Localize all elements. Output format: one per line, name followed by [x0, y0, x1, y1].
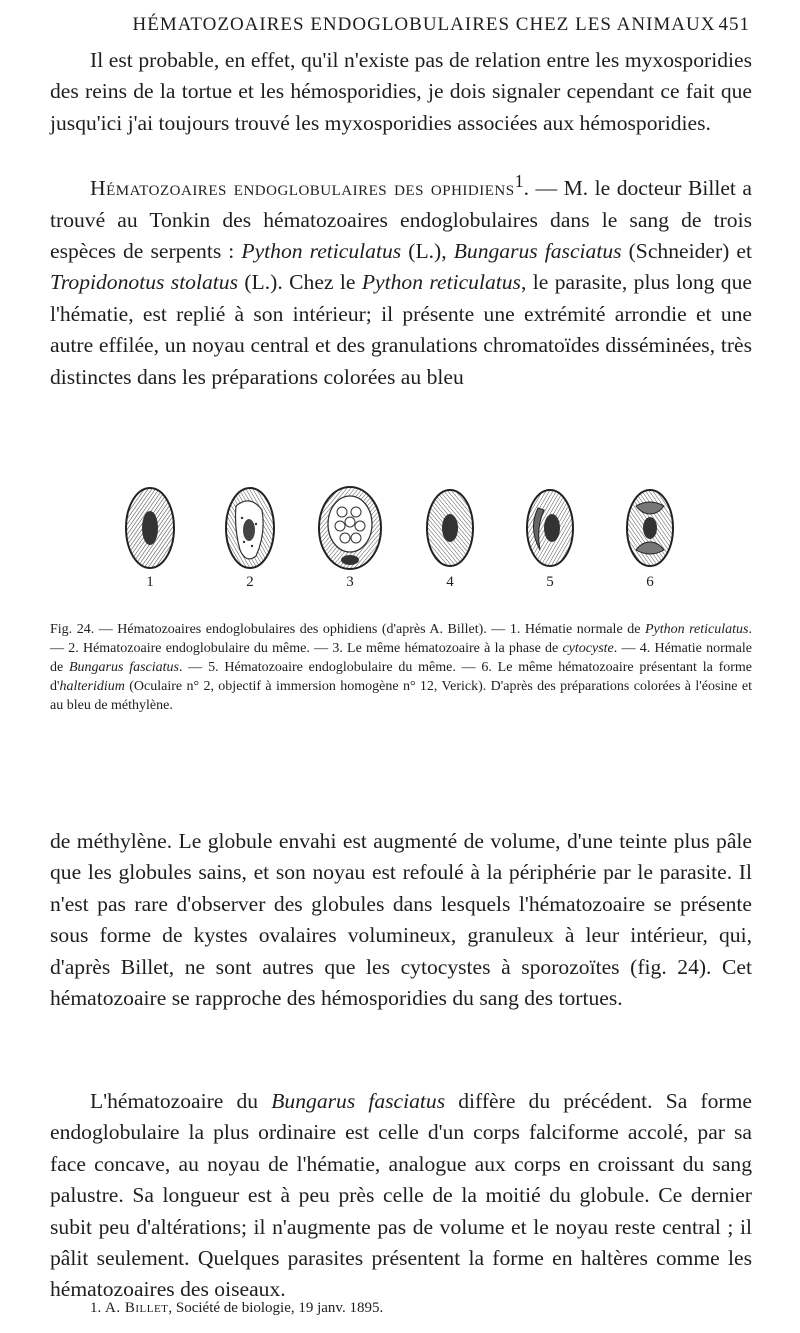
footnote-author: A. Billet [105, 1300, 169, 1316]
figure-cell-1 [100, 484, 200, 591]
species-name: Tropidonotus stolatus [50, 270, 238, 295]
figure-24 [100, 484, 700, 590]
figure-label: 6 [646, 574, 654, 590]
halteridium-form-illustration [622, 484, 678, 572]
caption-text: . — 2. Hématozoaire endoglobulaire du même. — 3. Le même hématozoaire à la phase de [50, 622, 752, 656]
caption-term: cytocyste [562, 641, 614, 656]
figure-caption [50, 620, 752, 715]
running-header [98, 14, 750, 36]
species-name: Bungarus fasciatus [271, 1089, 446, 1113]
paragraph-myxosporidies: Il est probable, en effet, qu'il n'existe pas de relation entre les myxosporidies des reins de la tortue et les hémosporidies, je dois signaler cependant ce fait que jusqu'ici j'ai toujours trouvé les myxosporidies associées aux hémosporidies. [50, 48, 752, 135]
caption-text: (Oculaire n° 2, objectif à immersion homogène n° 12, Verick). D'après des préparations colorées à l'éosine et au bleu de méthylène. [50, 679, 752, 713]
figure-label: 3 [346, 574, 354, 590]
species-name: Python reticulatus [644, 622, 749, 637]
normal-hematie-illustration [422, 484, 478, 572]
normal-hematie-illustration [122, 484, 178, 572]
species-name: Bungarus fasciatus [69, 660, 180, 675]
caption-term: halteridium [59, 679, 125, 694]
section-heading: Hématozoaires endoglobulaires des ophidiens [90, 176, 515, 201]
paragraph-text: (Schneider) et [621, 239, 752, 263]
paragraph-text: . — M. le docteur Billet a trouvé au Tonkin des hématozoaires endoglobulaires dans le sang de trois espèces de serpents : [50, 176, 752, 263]
figure-cell-5 [500, 484, 600, 591]
figure-cell-2 [200, 484, 300, 591]
parasitized-hematie-illustration [222, 484, 278, 572]
figure-label: 2 [246, 574, 254, 590]
paragraph-text: (L.), [401, 239, 454, 263]
figure-label: 5 [546, 574, 554, 590]
species-name: Bungarus fasciatus [453, 239, 622, 263]
page-number: 451 [718, 14, 750, 35]
footnote-number: 1. [90, 1300, 102, 1316]
cytocyste-illustration [315, 484, 385, 572]
caption-text: . — 4. Hématie normale de [50, 641, 752, 675]
caption-text: . — 5. Hématozoaire endoglobulaire du même. — 6. Le même hématozoaire présentant la forme d' [50, 660, 752, 694]
paragraph-ophidiens [50, 166, 752, 393]
figure-cell-4 [400, 484, 500, 591]
paragraph-text: , le parasite, plus long que l'hématie, est replié à son intérieur; il présente une extrémité arrondie et une autre effilée, un noyau central et des granulations chromatoïdes disséminées, très distinctes dans les préparations colorées au bleu [50, 270, 752, 389]
paragraph-text: diffère du précédent. Sa forme endoglobulaire la plus ordinaire est celle d'un corps falciforme accolé, par sa face concave, au noyau de l'hématie, analogue aux corps en croissant du sang palustre. Sa longueur est à peu près celle de la moitié du globule. Ce dernier subit peu d'altérations; il n'augmente pas de volume et le noyau reste central ; il pâlit seulement. Quelques parasites présentent la forme en haltères comme les hématozoaires des oiseaux. [50, 1089, 752, 1302]
figure-number: Fig. 24. [50, 622, 95, 637]
figure-cell-6 [600, 484, 700, 591]
paragraph-globule-envahi: de méthylène. Le globule envahi est augmenté de volume, d'une teinte plus pâle que les globules sains, et son noyau est refoulé à la périphérie par le parasite. Il n'est pas rare d'observer des globules dans lesquels l'hématozoaire se présente sous forme de kystes ovalaires volumineux, granuleux à leur intérieur, qui, d'après Billet, ne sont autres que les cytocystes à sporozoïtes (fig. 24). Cet hématozoaire se rapproche des hémosporidies du sang des tortues. [50, 829, 752, 1011]
falciform-parasite-illustration [522, 484, 578, 572]
footnote [90, 1300, 752, 1317]
figure-cell-3 [300, 484, 400, 591]
paragraph-bungarus [50, 1086, 752, 1306]
species-name: Python reticulatus [361, 270, 521, 295]
paragraph-text: L'hématozoaire du [90, 1089, 272, 1113]
figure-label: 4 [446, 574, 454, 590]
caption-text: — Hématozoaires endoglobulaires des ophidiens (d'après A. Billet). — 1. Hématie normale de [94, 622, 645, 637]
paragraph-text: (L.). Chez le [237, 270, 362, 295]
figure-label: 1 [146, 574, 154, 590]
species-name: Python reticulatus [241, 239, 402, 263]
footnote-ref: 1 [514, 171, 524, 191]
running-title: HÉMATOZOAIRES ENDOGLOBULAIRES CHEZ LES ANIMAUX [132, 14, 716, 35]
footnote-text: , Société de biologie, 19 janv. 1895. [168, 1300, 384, 1316]
